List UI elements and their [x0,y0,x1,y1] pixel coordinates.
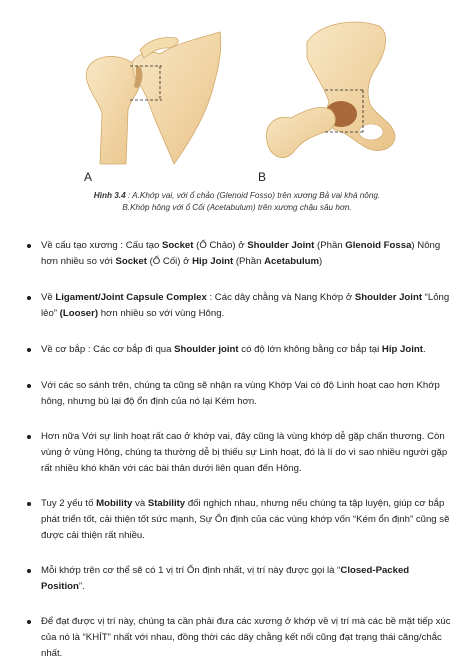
bullet-bold-term: Mobility [96,498,133,509]
bullet-bold-term: Acetabulum [264,256,320,267]
bullet-bold-term: Shoulder joint [174,344,239,355]
bullet-ligament-capsule [24,290,454,322]
bullet-text: (Ổ Cối) ở [146,256,193,267]
bullet-closed-packed [24,563,454,595]
bullet-text: Hơn nữa Với sự linh hoạt rất cao ở khớp vai, đây cũng là vùng khớp dễ gặp chấn thương. Còn vùng ở vùng Hông, chúng ta thường dễ bị thiếu sự Linh hoạt, đó là lí do vì sao nhiều người gặp rất nhiều khó khăn với các bài thân dưới liên quan đến Hông. [41,431,448,474]
bullet-bold-term: Closed-Packed Position [41,565,410,592]
bullet-text: Với các so sánh trên, chúng ta cũng sẽ nhận ra vùng Khớp Vai có độ Linh hoạt cao hơn Khớp hông, nhưng bù lại độ ổn định của nó lại Kém hơn. [41,380,440,407]
bullet-text: đối nghịch nhau, nhưng nếu chúng ta tập luyện, giúp cơ bắp phát triển tốt, cải thiện tốt sức mạnh, Sự Ổn định của các vùng khớp vốn “Kém ổn định” cũng sẽ được cải thiện rất nhiều. [41,498,450,541]
figure-label-b: B [258,170,267,184]
bullet-text: và [132,498,148,509]
caption-line-2: B.Khớp hông với ổ Cối (Acetabulum) trên xương chậu sâu hơn. [122,203,352,212]
bullet-muscles [24,342,454,358]
bullet-text: (Ổ Chảo) ở [193,240,248,251]
figure-label-a: A [84,170,93,184]
bullet-bold-term: Glenoid Fossa [345,240,412,251]
bullet-text: hơn nhiều so với vùng Hông. [98,308,225,319]
bullet-text: ”. [78,581,85,592]
bullet-text: có độ lớn không bằng cơ bắp tại [238,344,382,355]
bullet-training [24,496,454,544]
bullet-injury-risk [24,429,454,477]
bullet-text: . [422,344,426,355]
bullet-bold-term: (Looser) [59,308,99,319]
bullet-bold-term: Shoulder Joint [354,292,423,303]
bullet-text: Về [41,292,56,303]
bullet-text: ) [319,256,323,267]
bullet-bold-term: Ligament/Joint Capsule Complex [55,292,207,303]
figure-caption [0,190,474,214]
bullet-bold-term: Socket [115,256,147,267]
bullet-bone-structure [24,238,454,270]
bullet-text: ) Nông hơn nhiều so với [41,240,441,267]
bullet-bold-term: Stability [147,498,186,509]
bullet-bold-term: Hip Joint [381,344,423,355]
bullet-bold-term: Hip Joint [192,256,234,267]
bullet-mobility-vs-stability [24,378,454,410]
bullet-alignment [24,614,454,662]
bullet-text: Về cơ bắp : Các cơ bắp đi qua [41,344,175,355]
caption-line-1 [0,190,474,202]
bullet-text: Về cấu tạo xương : Cấu tạo [41,240,162,251]
bullet-text: Mỗi khớp trên cơ thể sẽ có 1 vị trí Ổn định nhất, vị trí này được gọi là “ [41,565,341,576]
bullet-text: Tuy 2 yếu tố [41,498,97,509]
bullet-bold-term: Shoulder Joint [247,240,315,251]
bullet-text: “Lỏng lẻo” [41,292,450,319]
bullet-text: : Các dây chằng và Nang Khớp ở [206,292,355,303]
bullet-text: (Phần [314,240,346,251]
bullet-text: Để đạt được vị trí này, chúng ta cần phải đưa các xương ở khớp về vị trí mà các bề mặt tiếp xúc của nó là “KHÍT” nhất với nhau, đồng thời các dây chằng kết nối cũng đạt trạng thái căng/chắc nhất. [41,616,451,659]
caption-figure-number: Hình 3.4 [93,191,126,200]
bullet-text: (Phần [233,256,265,267]
anatomy-figure [0,0,474,188]
caption-line-1-text: : A.Khớp vai, với ổ chảo (Glenoid Fosso) trên xương Bả vai khá nông. [125,191,381,200]
shoulder-scapula-illustration [70,14,240,172]
bullet-list [24,238,454,662]
hip-pelvis-illustration [255,14,425,172]
bullet-bold-term: Socket [161,240,194,251]
